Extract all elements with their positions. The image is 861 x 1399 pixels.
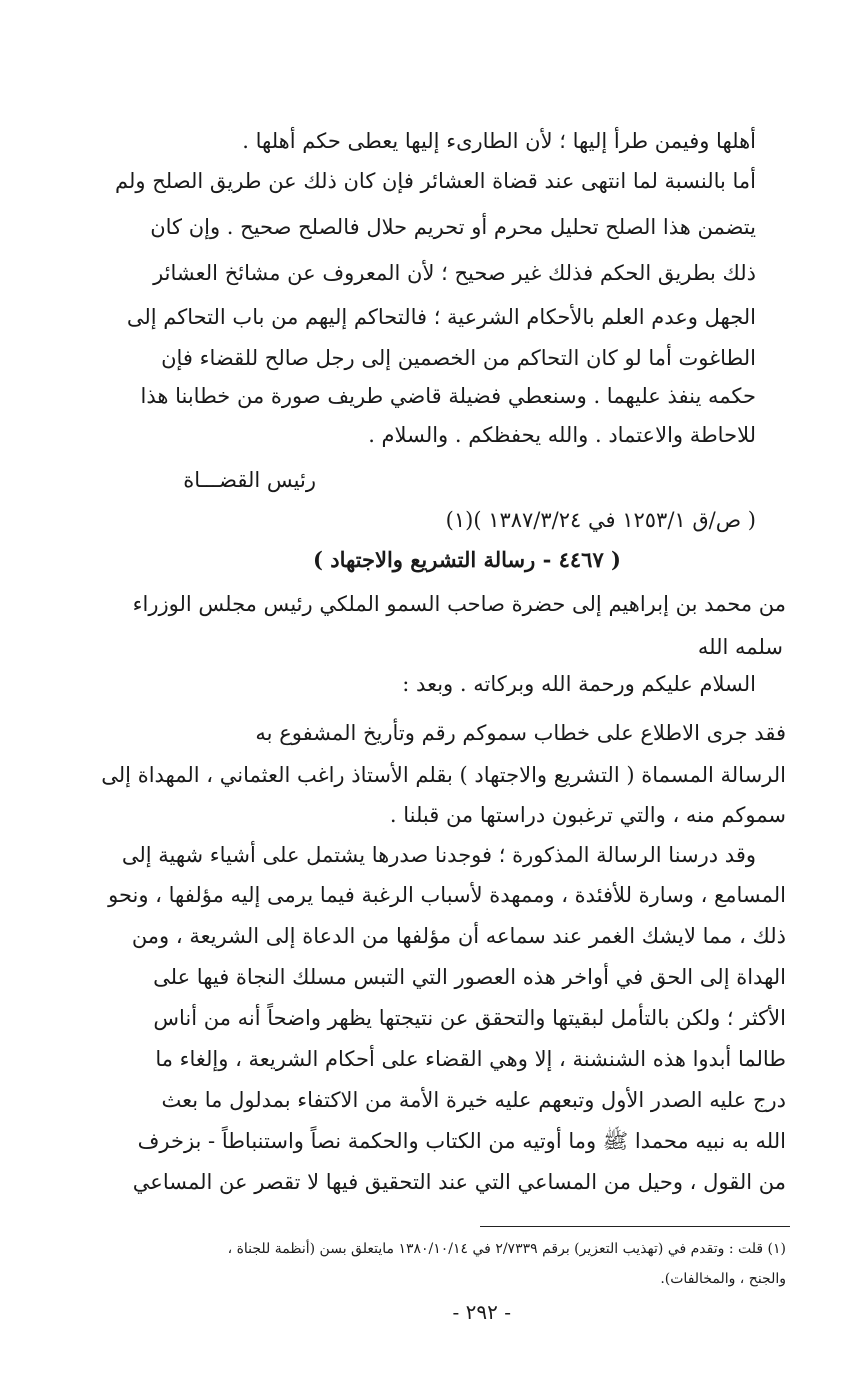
letter-line: الرسالة المسماة ( التشريع والاجتهاد ) بقلم الأستاذ راغب العثماني ، المهداة إلى xyxy=(101,763,786,787)
footnote-line: (١) قلت : وتقدم في (تهذيب التعزير) برقم ٢/٧٣٣٩ في ١٣٨٠/١٠/١٤ مايتعلق بسن (أنظمة للجناة ، xyxy=(227,1241,786,1257)
signature: رئيس القضـــاة xyxy=(183,468,316,492)
footnote-line: والجنح ، والمخالفات). xyxy=(660,1271,786,1287)
body-line: الجهل وعدم العلم بالأحكام الشرعية ؛ فالتحاكم إليهم من باب التحاكم إلى xyxy=(126,305,756,329)
section-title: ( ٤٤٦٧ - رسالة التشريع والاجتهاد ) xyxy=(313,547,621,572)
letter-line: الهداة إلى الحق في أواخر هذه العصور التي التبس مسلك النجاة فيها على xyxy=(153,965,786,989)
page-number: - ٢٩٢ - xyxy=(452,1300,511,1324)
body-line: ذلك بطريق الحكم فذلك غير صحيح ؛ لأن المعروف عن مشائخ العشائر xyxy=(153,261,756,285)
body-line: الطاغوت أما لو كان التحاكم من الخصمين إلى رجل صالح للقضاء فإن xyxy=(161,346,756,370)
letter-line: فقد جرى الاطلاع على خطاب سموكم رقم وتأريخ المشفوع به xyxy=(255,721,786,745)
body-line: يتضمن هذا الصلح تحليل محرم أو تحريم حلال فالصلح صحيح . وإن كان xyxy=(150,215,756,239)
body-line: أهلها وفيمن طرأ إليها ؛ لأن الطارىء إليها يعطى حكم أهلها . xyxy=(242,129,756,153)
letter-line: المسامع ، وسارة للأفئدة ، وممهدة لأسباب الرغبة فيما يرمى إليه مؤلفها ، ونحو xyxy=(108,883,786,907)
letter-line: الله به نبيه محمدا ﷺ وما أوتيه من الكتاب والحكمة نصاً واستنباطاً - بزخرف xyxy=(137,1129,786,1153)
letter-line: وقد درسنا الرسالة المذكورة ؛ فوجدنا صدرها يشتمل على أشياء شهية إلى xyxy=(121,843,756,867)
reference-number: ( ص/ق ١٢٥٣/١ في ١٣٨٧/٣/٢٤ )(١) xyxy=(445,508,756,532)
letter-line: سلمه الله xyxy=(697,635,783,659)
body-line: للاحاطة والاعتماد . والله يحفظكم . والسلام . xyxy=(368,423,756,447)
letter-line: الأكثر ؛ ولكن بالتأمل لبقيتها والتحقق عن نتيجتها يظهر واضحاً أنه من أناس xyxy=(153,1006,786,1030)
letter-line: من محمد بن إبراهيم إلى حضرة صاحب السمو الملكي رئيس مجلس الوزراء xyxy=(132,592,786,616)
letter-line: طالما أبدوا هذه الشنشنة ، إلا وهي القضاء على أحكام الشريعة ، وإلغاء ما xyxy=(155,1047,786,1071)
letter-line: من القول ، وحيل من المساعي التي عند التحقيق فيها لا تقصر عن المساعي xyxy=(132,1170,786,1194)
footnote-divider xyxy=(480,1226,790,1227)
letter-line: سموكم منه ، والتي ترغبون دراستها من قبلنا . xyxy=(389,803,786,827)
letter-line: السلام عليكم ورحمة الله وبركاته . وبعد : xyxy=(402,672,756,696)
letter-line: درج عليه الصدر الأول وتبعهم عليه خيرة الأمة من الاكتفاء بمدلول ما بعث xyxy=(161,1088,786,1112)
body-line: أما بالنسبة لما انتهى عند قضاة العشائر فإن كان ذلك عن طريق الصلح ولم xyxy=(115,169,756,193)
body-line: حكمه ينفذ عليهما . وسنعطي فضيلة قاضي طريف صورة من خطابنا هذا xyxy=(140,384,756,408)
letter-line: ذلك ، مما لايشك الغمر عند سماعه أن مؤلفها من الدعاة إلى الشريعة ، ومن xyxy=(131,924,786,948)
